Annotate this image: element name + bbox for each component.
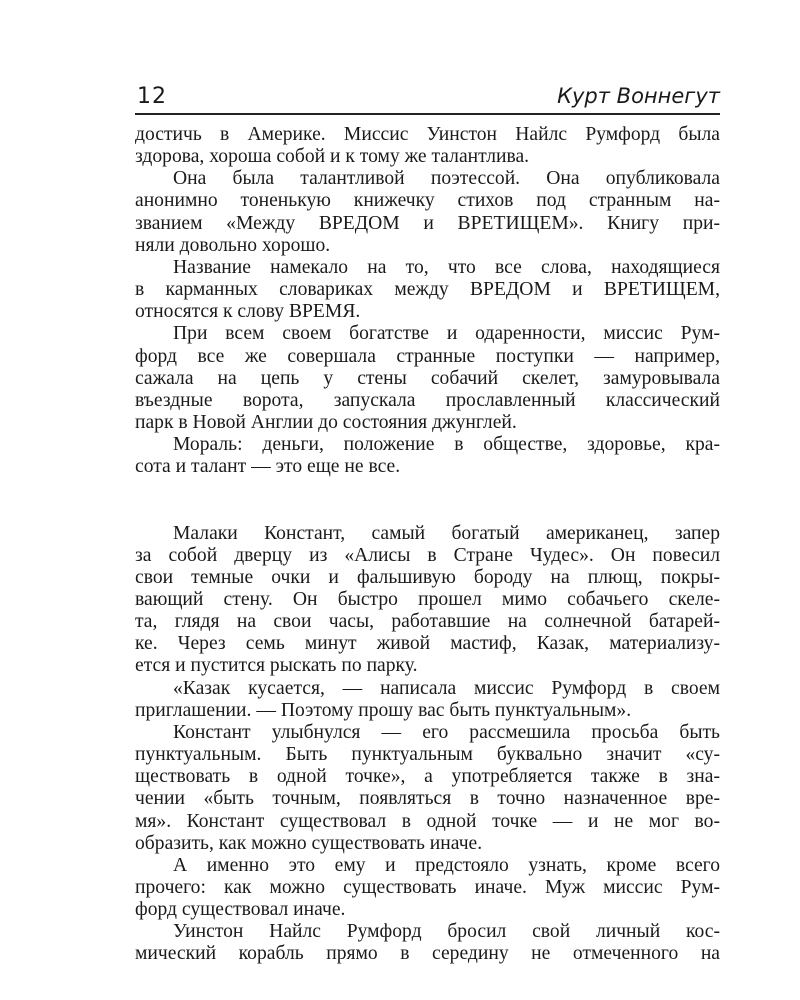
paragraph [135,257,720,323]
text-line: здорова, хороша собой и к тому же талантлива. [135,146,530,168]
text-line: образить, как можно существовать иначе. [135,832,483,854]
text-line: няли довольно хорошо. [135,234,331,256]
text-line: въездные ворота, запускала прославленный классический [135,389,720,411]
text-line: достичь в Америке. Миссис Уинстон Найлс Румфорд была [135,124,720,145]
paragraph [135,921,720,965]
text-line: При всем своем богатстве и одаренности, миссис Рум- [173,323,720,345]
paragraph [135,124,720,168]
paragraph [135,722,720,855]
text-line: Мораль: деньги, положение в обществе, здоровье, кра- [173,434,720,456]
text-line: званием «Между ВРЕДОМ и ВРЕТИЩЕМ». Книгу при- [135,212,720,234]
text-line: свои темные очки и фальшивую бороду на плющ, покры- [135,566,720,588]
text-line: Она была талантливой поэтессой. Она опубликовала [173,168,720,190]
text-line: А именно это ему и предстояло узнать, кроме всего [173,854,720,876]
paragraph [135,323,720,434]
text-line: чении «быть точным, появляться в точно назначенное вре- [135,788,720,810]
text-line: в карманных словариках между ВРЕДОМ и ВРЕТИЩЕМ, [135,279,720,301]
paragraph [135,855,720,921]
text-line: форд существовал иначе. [135,899,346,921]
text-line: за собой дверцу из «Алисы в Стране Чудес». Он повесил [135,544,720,566]
header-rule [135,113,720,115]
text-line: мический корабль прямо в середину не отмеченного на [135,943,720,965]
paragraph [135,168,720,257]
section-break [135,479,720,523]
text-line: Малаки Констант, самый богатый американец, запер [173,522,720,544]
text-line: приглашении. — Поэтому прошу вас быть пунктуальным». [135,699,632,721]
text-line: прочего: как можно существовать иначе. Муж миссис Рум- [135,877,720,898]
text-line: «Казак кусается, — написала миссис Румфорд в своем [173,677,720,699]
text-line: форд все же совершала странные поступки — например, [135,345,720,367]
text-line: сажала на цепь у стены собачий скелет, замуровывала [135,367,720,389]
page-header [135,80,720,114]
text-line: вающий стену. Он быстро прошел мимо собачьего скеле- [135,588,720,610]
paragraph [135,678,720,722]
text-line: та, глядя на свои часы, работавшие на солнечной батарей- [135,611,720,633]
text-line: анонимно тоненькую книжечку стихов под странным на- [135,190,720,212]
text-line: Название намекало на то, что все слова, находящиеся [173,256,720,278]
text-line: пунктуальным. Быть пунктуальным буквально значит «су- [135,744,720,766]
text-line: Уинстон Найлс Румфорд бросил свой личный кос- [173,921,720,943]
page-number: 12 [137,84,167,109]
text-line: ке. Через семь минут живой мастиф, Казак, материализу- [135,633,720,655]
body-text [135,124,720,966]
paragraph [135,523,720,678]
text-line: мя». Констант существовал в одной точке — и не мог во- [135,810,720,832]
text-line: ется и пустится рыскать по парку. [135,655,418,677]
text-line: парк в Новой Англии до состояния джунглей. [135,412,517,434]
text-line: ществовать в одной точке», а употребляется также в зна- [135,766,720,788]
paragraph [135,434,720,478]
running-head-author: Курт Воннегут [557,84,720,108]
text-line: Констант улыбнулся — его рассмешила просьба быть [173,721,720,743]
text-line: сота и талант — это еще не все. [135,456,401,478]
text-line: относятся к слову ВРЕМЯ. [135,301,361,323]
